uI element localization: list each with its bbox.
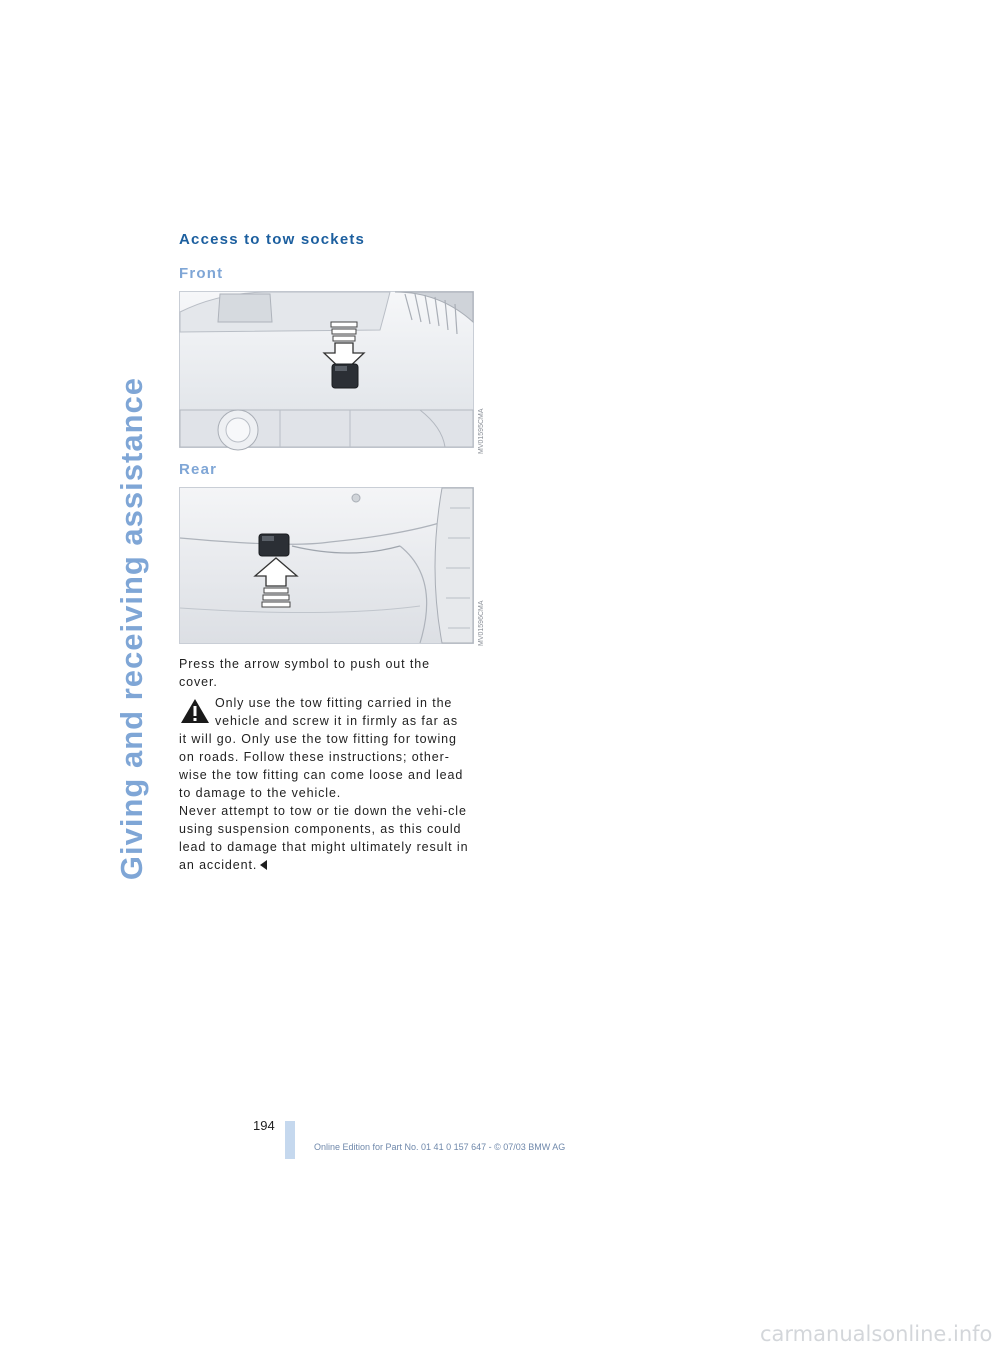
sidebar-chapter-title — [108, 240, 156, 880]
warning-line-2: vehicle and screw it in firmly as far as — [215, 714, 459, 728]
warning-triangle-icon — [180, 697, 210, 725]
site-watermark: carmanualsonline.info — [760, 1322, 992, 1346]
end-of-note-marker — [260, 860, 267, 870]
warning-body-2: Never attempt to tow or tie down the vehi-cle using suspension components, as this could lead to damage that might ultimately result in an accident. — [179, 804, 469, 872]
footer-accent-bar — [285, 1121, 295, 1159]
rear-tow-socket-illustration — [179, 487, 474, 644]
footer-edition-text: Online Edition for Part No. 01 41 0 157 647 - © 07/03 BMW AG — [314, 1142, 566, 1152]
rear-figure-code: MV01596CMA — [478, 600, 485, 646]
instruction-paragraph: Press the arrow symbol to push out the cover. — [179, 657, 430, 689]
warning-line-1: Only use the tow fitting carried in the — [215, 696, 453, 710]
front-tow-socket-illustration — [179, 291, 474, 448]
sidebar-chapter-title-text: Giving and receiving assistance — [114, 376, 149, 880]
front-heading: Front — [179, 265, 224, 282]
page-number: 194 — [253, 1118, 275, 1133]
rear-heading: Rear — [179, 461, 218, 478]
warning-note — [179, 694, 471, 874]
warning-body: it will go. Only use the tow fitting for towing on roads. Follow these instructions; other-wise the tow fitting can come loose and lead to damage to the vehicle. — [179, 732, 464, 800]
front-bumper-drawing — [180, 292, 473, 447]
section-heading: Access to tow sockets — [179, 231, 366, 248]
rear-bumper-drawing — [180, 488, 473, 643]
front-figure-code: MV01595CMA — [478, 408, 485, 454]
